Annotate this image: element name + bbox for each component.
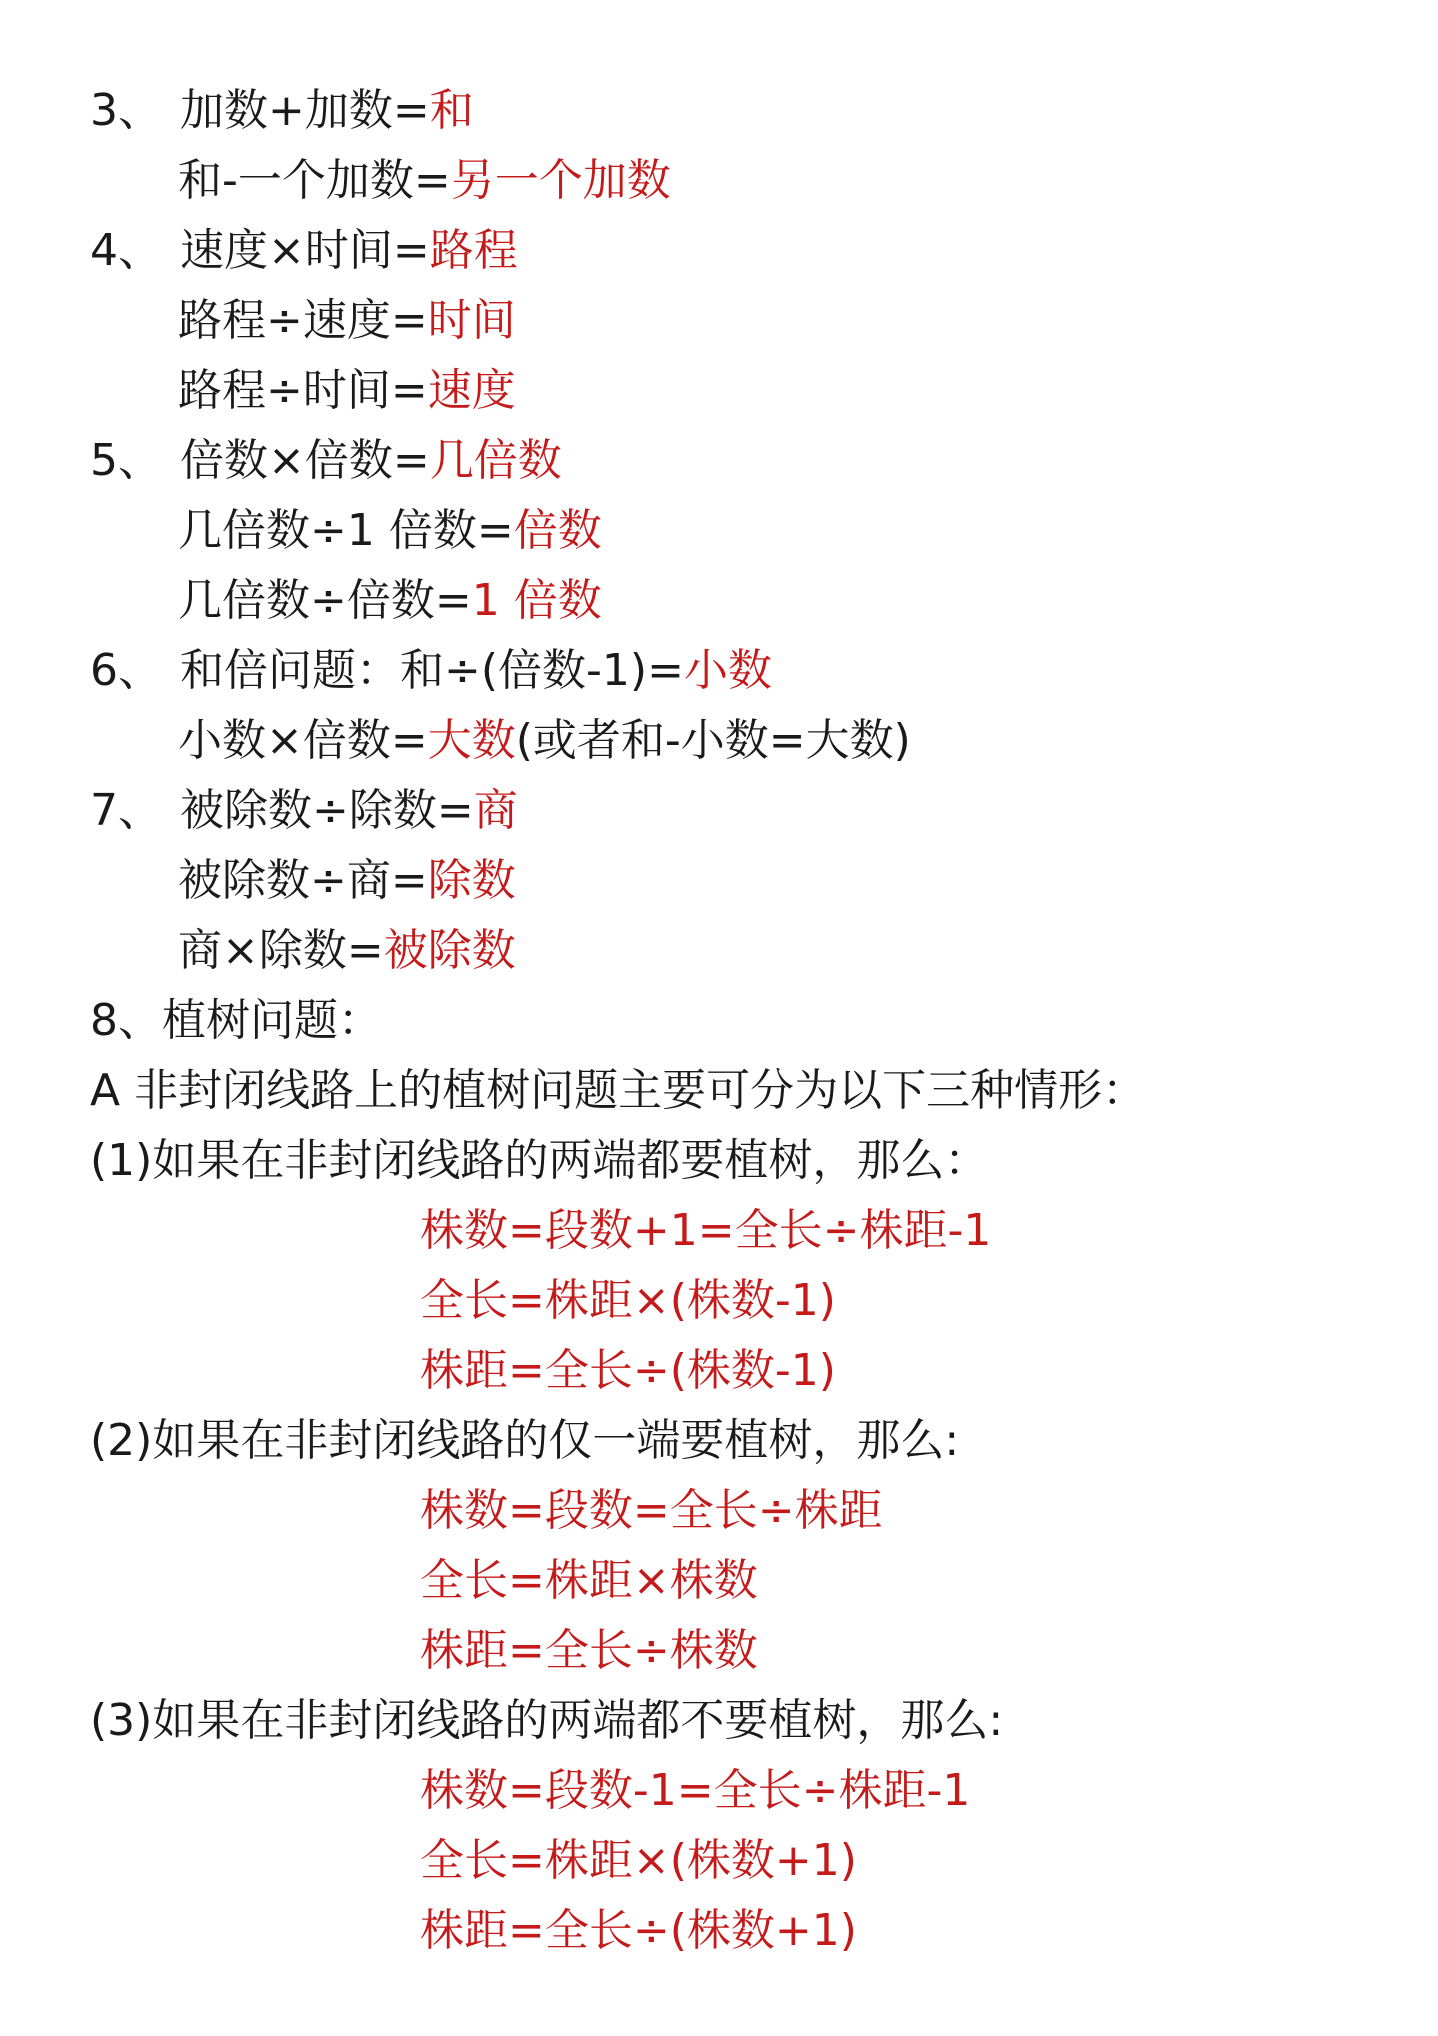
formula-answer: 另一个加数 [450, 155, 671, 206]
formula-answer: 大数 [427, 715, 516, 766]
formula-answer: 路程 [429, 225, 518, 276]
formula-line [420, 1270, 836, 1332]
item-number: 4、 [90, 225, 162, 276]
formula-answer: 全长=株距×(株数+1) [420, 1835, 857, 1886]
formula-answer: 和 [429, 85, 474, 136]
formula-answer: 小数 [683, 645, 772, 696]
formula-line [420, 1760, 970, 1822]
formula-line [178, 570, 602, 632]
formula-answer: 1 倍数 [471, 575, 602, 626]
formula-answer: 株距=全长÷(株数-1) [420, 1345, 836, 1396]
formula-line [178, 150, 671, 212]
case-heading [90, 1130, 988, 1192]
formula-line [420, 1340, 836, 1402]
formula-answer: 除数 [427, 855, 516, 906]
formula-answer: 倍数 [513, 505, 602, 556]
formula-line [420, 1200, 991, 1262]
formula-line [178, 920, 516, 982]
case-heading [90, 1410, 959, 1472]
paragraph-line [90, 1060, 1146, 1122]
formula-line [178, 710, 911, 772]
formula-line [178, 500, 602, 562]
case-text: (1)如果在非封闭线路的两端都要植树，那么： [90, 1135, 989, 1186]
formula-text: 商×除数= [178, 925, 384, 976]
case-text: (2)如果在非封闭线路的仅一端要植树，那么: [90, 1415, 960, 1466]
formula-line [420, 1550, 758, 1612]
case-text: (3)如果在非封闭线路的两端都不要植树，那么: [90, 1695, 1004, 1746]
item-number: 6、 [90, 645, 162, 696]
formula-answer: 商 [473, 785, 518, 836]
formula-line [90, 220, 518, 282]
formula-text: 几倍数÷倍数= [178, 575, 472, 626]
formula-line [178, 850, 516, 912]
formula-line [178, 290, 516, 352]
paragraph-text: A 非封闭线路上的植树问题主要可分为以下三种情形： [90, 1065, 1147, 1116]
formula-text: 被除数÷商= [178, 855, 428, 906]
formula-note: (或者和-小数=大数) [515, 715, 911, 766]
formula-line [90, 640, 772, 702]
section-heading [90, 990, 382, 1052]
formula-text: 路程÷速度= [178, 295, 428, 346]
formula-text: 几倍数÷1 倍数= [178, 505, 514, 556]
formula-answer: 时间 [427, 295, 516, 346]
formula-line [90, 430, 562, 492]
formula-line [90, 80, 474, 142]
formula-text: 和倍问题：和÷(倍数-1)= [180, 645, 684, 696]
item-number: 7、 [90, 785, 162, 836]
formula-line [90, 780, 518, 842]
formula-text: 小数×倍数= [178, 715, 428, 766]
formula-text: 路程÷时间= [178, 365, 428, 416]
formula-line [420, 1480, 883, 1542]
formula-text: 加数+加数= [180, 85, 430, 136]
formula-line [420, 1900, 857, 1962]
formula-line [178, 360, 516, 422]
formula-line [420, 1620, 758, 1682]
formula-answer: 株数=段数-1=全长÷株距-1 [420, 1765, 971, 1816]
case-heading [90, 1690, 1003, 1752]
heading-text: 8、植树问题： [90, 995, 382, 1046]
formula-text: 速度×时间= [180, 225, 430, 276]
formula-line [420, 1830, 857, 1892]
item-number: 5、 [90, 435, 162, 486]
formula-answer: 株距=全长÷株数 [420, 1625, 758, 1676]
formula-answer: 全长=株距×株数 [420, 1555, 758, 1606]
formula-answer: 速度 [427, 365, 516, 416]
formula-answer: 被除数 [383, 925, 516, 976]
formula-answer: 株距=全长÷(株数+1) [420, 1905, 857, 1956]
formula-text: 被除数÷除数= [180, 785, 474, 836]
formula-answer: 几倍数 [429, 435, 562, 486]
formula-text: 和-一个加数= [178, 155, 451, 206]
formula-answer: 株数=段数+1=全长÷株距-1 [420, 1205, 992, 1256]
formula-answer: 全长=株距×(株数-1) [420, 1275, 836, 1326]
formula-text: 倍数×倍数= [180, 435, 430, 486]
formula-answer: 株数=段数=全长÷株距 [420, 1485, 883, 1536]
item-number: 3、 [90, 85, 162, 136]
